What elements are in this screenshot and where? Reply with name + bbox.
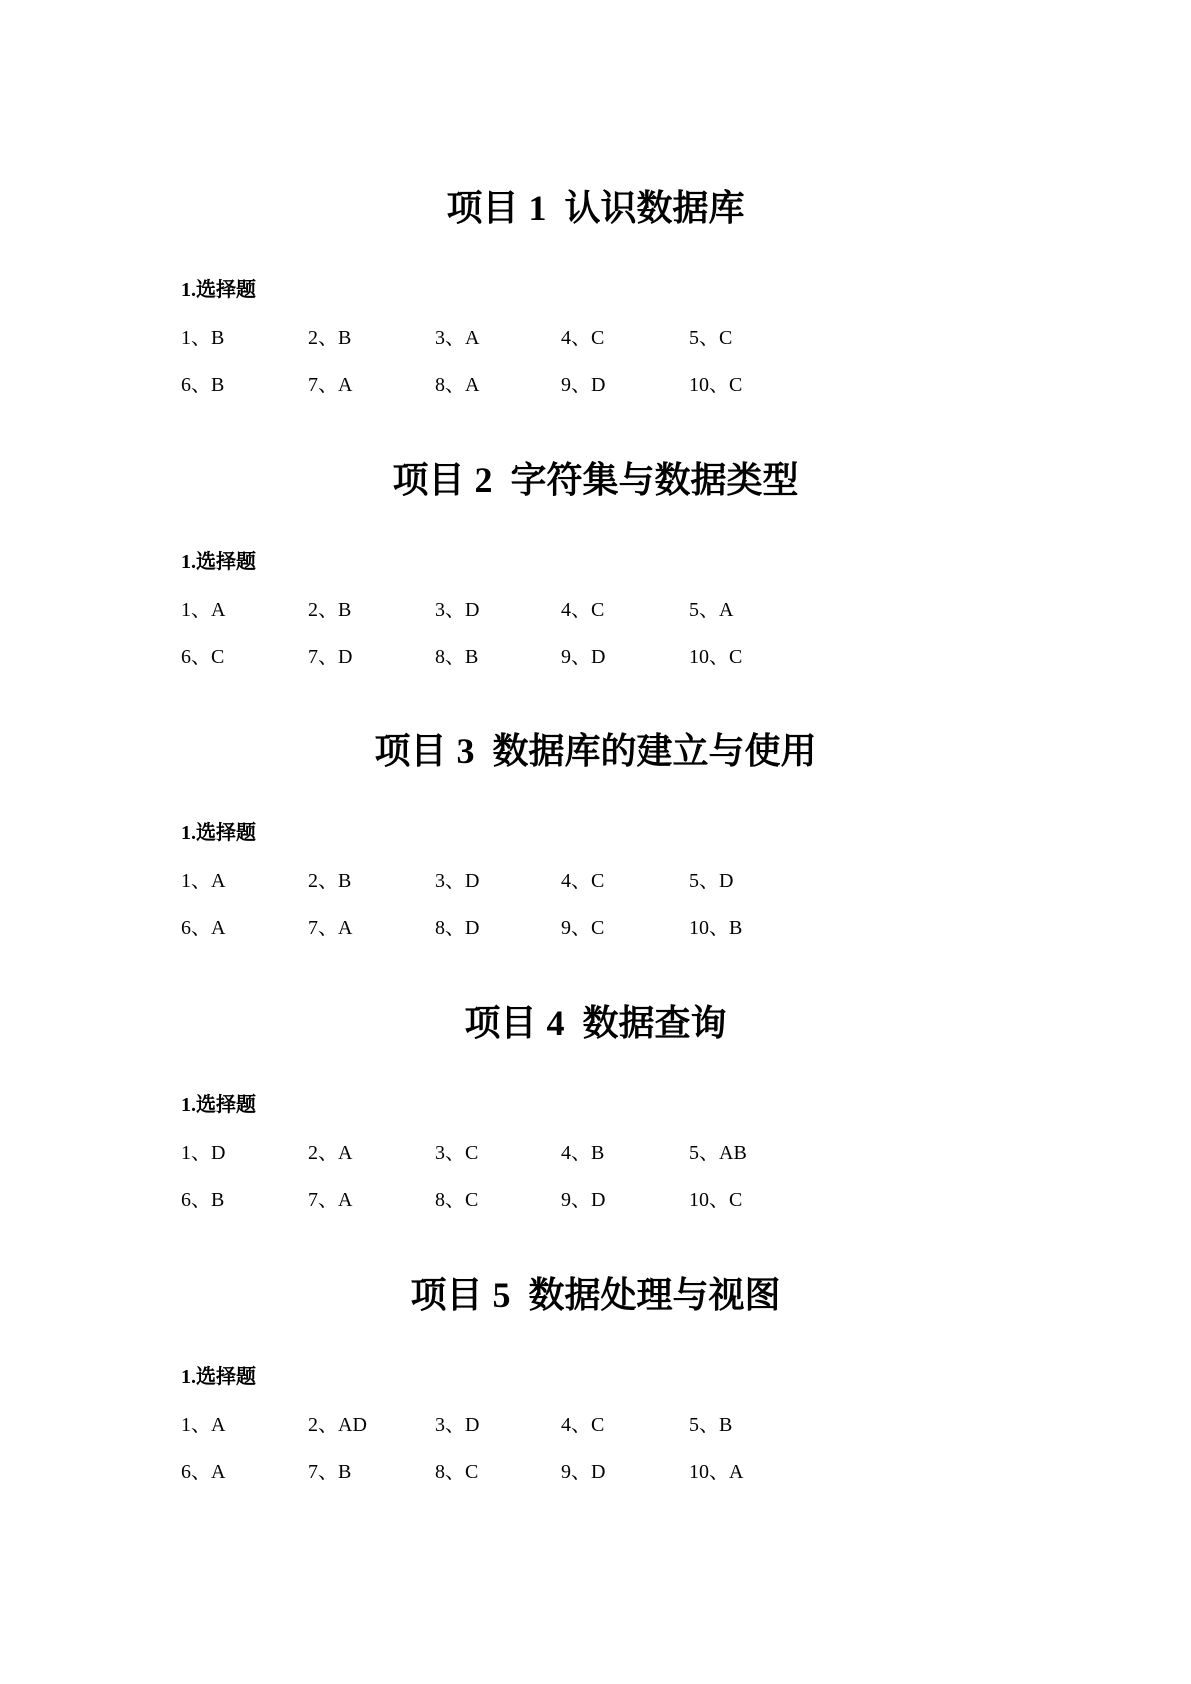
section-title [0,999,1191,1047]
question-type-heading: 1.选择题 [181,822,256,844]
answer-item: 6、A [181,1461,226,1483]
answer-item: 3、D [435,1414,480,1436]
title-prefix: 项目 [374,731,447,771]
answer-item: 8、D [435,917,480,939]
answer-item: 1、A [181,599,226,621]
title-number: 4 [546,1003,565,1043]
answer-item: 10、A [689,1461,744,1483]
answer-item: 7、A [308,917,353,939]
answer-item: 7、A [308,374,353,396]
title-number: 2 [474,460,493,500]
answer-item: 7、D [308,646,353,668]
answer-item: 3、D [435,599,480,621]
question-type-heading: 1.选择题 [181,1366,256,1388]
section-title [0,184,1191,232]
title-name: 字符集与数据类型 [510,460,799,500]
answer-item: 2、A [308,1142,353,1164]
answer-item: 8、B [435,646,479,668]
answer-item: 5、C [689,327,733,349]
answer-item: 9、D [561,1189,606,1211]
answer-item: 4、C [561,1414,605,1436]
answer-item: 10、C [689,374,743,396]
answer-item: 6、B [181,374,225,396]
answer-item: 10、C [689,646,743,668]
answer-item: 1、A [181,870,226,892]
answer-item: 4、C [561,870,605,892]
answer-item: 2、B [308,599,352,621]
answer-item: 2、B [308,327,352,349]
title-prefix: 项目 [446,188,519,228]
section-title [0,1271,1191,1319]
answer-item: 4、C [561,327,605,349]
answer-item: 4、B [561,1142,605,1164]
title-name: 数据处理与视图 [528,1275,781,1315]
answer-item: 2、AD [308,1414,367,1436]
answer-item: 10、C [689,1189,743,1211]
title-name: 数据查询 [582,1003,727,1043]
answer-item: 5、B [689,1414,733,1436]
question-type-heading: 1.选择题 [181,1094,256,1116]
answer-item: 4、C [561,599,605,621]
question-type-heading: 1.选择题 [181,551,256,573]
answer-item: 7、B [308,1461,352,1483]
answer-item: 3、C [435,1142,479,1164]
answer-item: 10、B [689,917,743,939]
title-number: 1 [528,188,547,228]
answer-item: 6、A [181,917,226,939]
answer-item: 9、D [561,374,606,396]
answer-item: 6、C [181,646,225,668]
answer-item: 3、A [435,327,480,349]
question-type-heading: 1.选择题 [181,279,256,301]
answer-item: 5、A [689,599,734,621]
answer-item: 7、A [308,1189,353,1211]
answer-item: 1、D [181,1142,226,1164]
answer-item: 2、B [308,870,352,892]
title-name: 认识数据库 [564,188,745,228]
answer-item: 6、B [181,1189,225,1211]
section-title [0,456,1191,504]
answer-item: 8、C [435,1461,479,1483]
answer-item: 5、D [689,870,734,892]
answer-item: 8、C [435,1189,479,1211]
title-number: 3 [456,731,475,771]
answer-item: 3、D [435,870,480,892]
answer-item: 9、D [561,646,606,668]
answer-item: 9、D [561,1461,606,1483]
answer-item: 9、C [561,917,605,939]
title-number: 5 [492,1275,511,1315]
title-prefix: 项目 [464,1003,537,1043]
title-name: 数据库的建立与使用 [492,731,817,771]
answer-item: 1、B [181,327,225,349]
answer-item: 8、A [435,374,480,396]
answer-item: 1、A [181,1414,226,1436]
section-title [0,727,1191,775]
title-prefix: 项目 [410,1275,483,1315]
title-prefix: 项目 [392,460,465,500]
answer-item: 5、AB [689,1142,747,1164]
